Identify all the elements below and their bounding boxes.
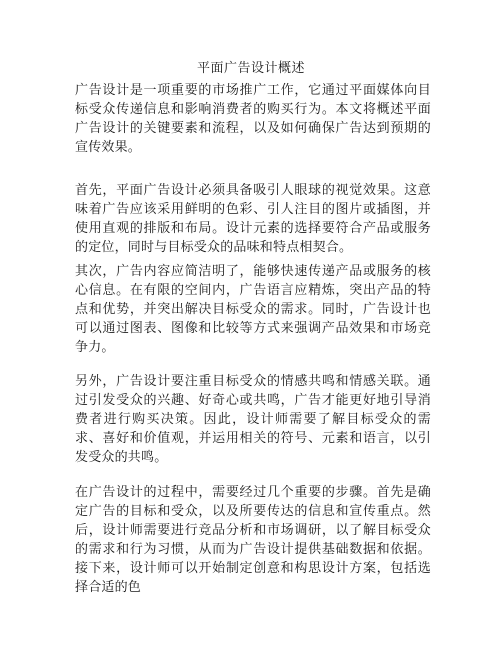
paragraph-intro: 广告设计是一项重要的市场推广工作，它通过平面媒体向目标受众传递信息和影响消费者的购买行为。本文将概述平面广告设计的关键要素和流程，以及如何确保广告达到预期的宣传效果。 — [75, 83, 431, 155]
paragraph-design-process: 在广告设计的过程中，需要经过几个重要的步骤。首先是确定广告的目标和受众，以及所要传达的信息和宣传重点。然后，设计师需要进行竞品分析和市场调研，以了解目标受众的需求和行为习惯，从而为广告设计提供基础数据和依据。接下来，设计师可以开始制定创意和构思设计方案，包括选择合适的色 — [75, 485, 431, 595]
paragraph-emotional-resonance: 另外，广告设计要注重目标受众的情感共鸣和情感关联。通过引发受众的兴趣、好奇心或共鸣，广告才能更好地引导消费者进行购买决策。因此，设计师需要了解目标受众的需求、喜好和价值观，并运用相关的符号、元素和语言，以引发受众的共鸣。 — [75, 374, 431, 465]
paragraph-concise-content: 其次，广告内容应简洁明了，能够快速传递产品或服务的核心信息。在有限的空间内，广告语言应精炼，突出产品的特点和优势，并突出解决目标受众的需求。同时，广告设计也可以通过图表、图像和比较等方式来强调产品效果和市场竞争力。 — [75, 264, 431, 355]
paragraph-visual-effect: 首先，平面广告设计必须具备吸引人眼球的视觉效果。这意味着广告应该采用鲜明的色彩、引人注目的图片或插图，并使用直观的排版和布局。设计元素的选择要符合产品或服务的定位，同时与目标受众的品味和特点相契合。 — [75, 183, 431, 255]
document-title: 平面广告设计概述 — [196, 61, 305, 76]
